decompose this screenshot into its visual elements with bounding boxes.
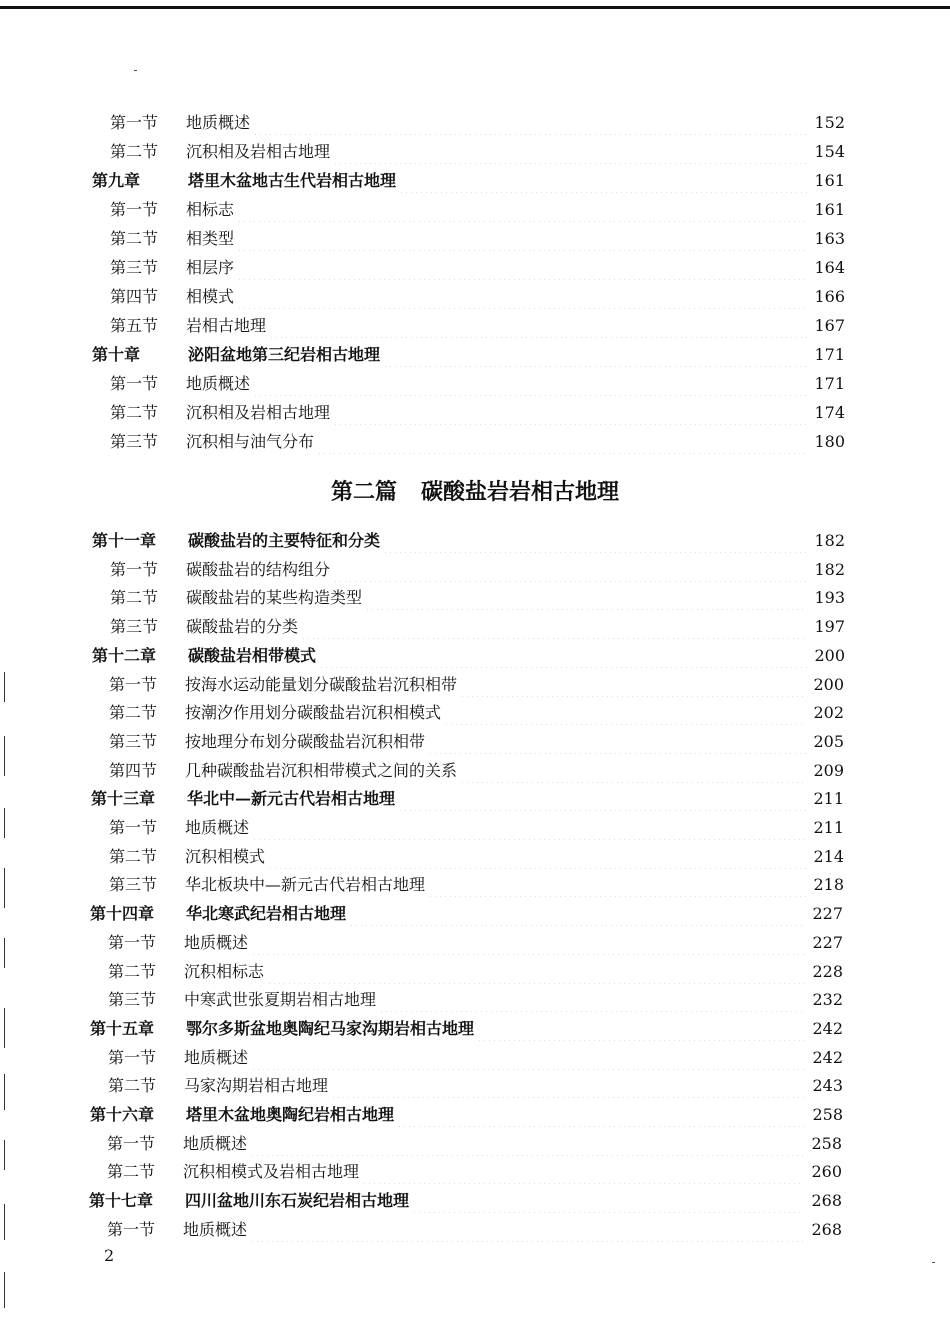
- toc-entry-title: 四川盆地川东石炭纪岩相古地理: [185, 1191, 410, 1210]
- toc-entry-label: 第十三章: [91, 789, 156, 808]
- toc-dot-leader: [251, 1046, 805, 1070]
- toc-page-number: 171: [814, 345, 845, 364]
- toc-entry-title: 沉积相模式: [185, 847, 266, 866]
- toc-dot-leader: [397, 1103, 805, 1127]
- toc-dot-leader: [237, 198, 807, 222]
- toc-entry-label: 第三节: [110, 258, 159, 277]
- toc-section-row: [0, 1132, 950, 1156]
- toc-entry-title: 地质概述: [184, 1048, 249, 1067]
- toc-page-number: 152: [814, 113, 845, 132]
- toc-entry-label: 第三节: [110, 617, 159, 636]
- toc-entry-title: 碳酸盐岩的主要特征和分类: [188, 531, 381, 550]
- toc-section-row: [0, 816, 950, 840]
- toc-section-row: [0, 960, 950, 984]
- toc-dot-leader: [301, 615, 807, 639]
- toc-page-number: 182: [814, 531, 845, 550]
- toc-entry-label: 第二节: [110, 588, 159, 607]
- toc-page-number: 174: [814, 403, 845, 422]
- toc-entry-title: 沉积相与油气分布: [186, 432, 315, 451]
- toc-entry-title: 按海水运动能量划分碳酸盐岩沉积相带: [185, 675, 458, 694]
- toc-page-number: 202: [813, 703, 844, 722]
- toc-dot-leader: [253, 111, 807, 135]
- toc-page-number: 163: [814, 229, 845, 248]
- toc-entry-label: 第十章: [92, 345, 141, 364]
- toc-dot-leader: [317, 430, 807, 454]
- scan-mark: [4, 938, 5, 968]
- toc-dot-leader: [362, 1160, 804, 1184]
- toc-section-row: [0, 111, 950, 135]
- toc-section-row: [0, 1046, 950, 1070]
- toc-dot-leader: [428, 730, 806, 754]
- toc-section-row: [0, 256, 950, 280]
- toc-entry-label: 第三节: [110, 432, 159, 451]
- toc-chapter-row: [0, 1189, 950, 1213]
- toc-entry-label: 第一节: [110, 560, 159, 579]
- toc-chapter-row: [0, 529, 950, 553]
- toc-entry-label: 第十六章: [90, 1105, 155, 1124]
- toc-page-number: 209: [813, 761, 844, 780]
- toc-page-number: 260: [811, 1162, 842, 1181]
- toc-dot-leader: [428, 873, 806, 897]
- toc-dot-leader: [333, 140, 807, 164]
- toc-entry-title: 碳酸盐岩的结构组分: [186, 560, 331, 579]
- toc-section-row: [0, 372, 950, 396]
- toc-entry-title: 地质概述: [185, 818, 250, 837]
- toc-entry-title: 华北中—新元古代岩相古地理: [187, 789, 396, 808]
- toc-entry-label: 第十五章: [90, 1019, 155, 1038]
- toc-chapter-row: [0, 343, 950, 367]
- toc-section-row: [0, 586, 950, 610]
- toc-entry-label: 第二节: [110, 229, 159, 248]
- scan-mark: [4, 1204, 5, 1240]
- toc-section-row: [0, 314, 950, 338]
- toc-entry-label: 第三节: [109, 875, 158, 894]
- toc-dot-leader: [444, 701, 806, 725]
- toc-entry-label: 第五节: [110, 316, 159, 335]
- toc-page-number: 161: [814, 171, 845, 190]
- toc-section-row: [0, 430, 950, 454]
- toc-entry-title: 沉积相标志: [184, 962, 265, 981]
- toc-entry-label: 第四节: [109, 761, 158, 780]
- scan-mark: [4, 672, 5, 702]
- toc-entry-label: 第一节: [107, 1220, 156, 1239]
- toc-entry-title: 泌阳盆地第三纪岩相古地理: [188, 345, 381, 364]
- scan-speck: [134, 70, 137, 71]
- toc-chapter-row: [0, 1103, 950, 1127]
- toc-section-row: [0, 198, 950, 222]
- toc-page-number: 258: [812, 1105, 843, 1124]
- toc-dot-leader: [383, 529, 807, 553]
- toc-entry-title: 塔里木盆地奥陶纪岩相古地理: [186, 1105, 395, 1124]
- part-heading-title: 碳酸盐岩岩相古地理: [421, 480, 620, 505]
- toc-entry-title: 按潮汐作用划分碳酸盐岩沉积相模式: [185, 703, 442, 722]
- toc-section-row: [0, 1218, 950, 1242]
- toc-entry-label: 第二节: [109, 847, 158, 866]
- toc-page-number: 180: [814, 432, 845, 451]
- toc-dot-leader: [398, 787, 806, 811]
- toc-dot-leader: [269, 314, 807, 338]
- toc-entry-title: 地质概述: [183, 1134, 248, 1153]
- toc-section-row: [0, 558, 950, 582]
- toc-entry-title: 地质概述: [186, 374, 251, 393]
- toc-page-number: 218: [813, 875, 844, 894]
- toc-page-number: 200: [814, 646, 845, 665]
- toc-entry-label: 第一节: [108, 933, 157, 952]
- scan-mark: [4, 1272, 5, 1308]
- toc-dot-leader: [399, 169, 807, 193]
- toc-entry-label: 第一节: [108, 1048, 157, 1067]
- toc-entry-label: 第二节: [110, 142, 159, 161]
- toc-page-number: 211: [813, 789, 844, 808]
- toc-entry-title: 沉积相模式及岩相古地理: [183, 1162, 360, 1181]
- toc-page-number: 161: [814, 200, 845, 219]
- toc-section-row: [0, 701, 950, 725]
- toc-section-row: [0, 401, 950, 425]
- toc-dot-leader: [333, 558, 807, 582]
- toc-entry-title: 沉积相及岩相古地理: [186, 142, 331, 161]
- page-number: 2: [104, 1246, 115, 1265]
- toc-dot-leader: [460, 759, 806, 783]
- toc-entry-title: 沉积相及岩相古地理: [186, 403, 331, 422]
- toc-entry-title: 碳酸盐岩的分类: [186, 617, 299, 636]
- toc-dot-leader: [237, 285, 807, 309]
- toc-entry-label: 第十七章: [89, 1191, 154, 1210]
- toc-entry-label: 第十一章: [92, 531, 157, 550]
- toc-entry-label: 第一节: [110, 200, 159, 219]
- toc-section-row: [0, 873, 950, 897]
- toc-page-number: 268: [811, 1191, 842, 1210]
- toc-section-row: [0, 615, 950, 639]
- toc-dot-leader: [268, 845, 806, 869]
- toc-page-number: 258: [811, 1134, 842, 1153]
- toc-entry-label: 第二节: [108, 962, 157, 981]
- toc-entry-title: 华北寒武纪岩相古地理: [186, 904, 347, 923]
- toc-page-number: 200: [813, 675, 844, 694]
- toc-entry-title: 鄂尔多斯盆地奥陶纪马家沟期岩相古地理: [186, 1019, 475, 1038]
- toc-entry-title: 地质概述: [183, 1220, 248, 1239]
- toc-dot-leader: [349, 902, 805, 926]
- toc-page-number: 166: [814, 287, 845, 306]
- scan-mark: [4, 736, 5, 776]
- toc-page-number: 205: [813, 732, 844, 751]
- toc-page-number: 228: [812, 962, 843, 981]
- toc-dot-leader: [477, 1017, 805, 1041]
- toc-entry-label: 第二节: [107, 1162, 156, 1181]
- toc-dot-leader: [319, 644, 807, 668]
- toc-entry-title: 几种碳酸盐岩沉积相带模式之间的关系: [185, 761, 458, 780]
- toc-entry-title: 相层序: [186, 258, 235, 277]
- toc-section-row: [0, 673, 950, 697]
- part-heading-label: 第二篇: [330, 480, 397, 505]
- toc-dot-leader: [251, 931, 805, 955]
- toc-chapter-row: [0, 787, 950, 811]
- toc-chapter-row: [0, 1017, 950, 1041]
- toc-entry-label: 第二节: [109, 703, 158, 722]
- toc-page-number: 171: [814, 374, 845, 393]
- toc-dot-leader: [237, 227, 807, 251]
- scan-mark: [4, 808, 5, 838]
- toc-entry-label: 第二节: [110, 403, 159, 422]
- toc-entry-title: 相模式: [186, 287, 235, 306]
- toc-page-number: 232: [812, 990, 843, 1009]
- toc-dot-leader: [250, 1218, 804, 1242]
- toc-dot-leader: [267, 960, 805, 984]
- toc-page-number: 197: [814, 617, 845, 636]
- toc-entry-title: 马家沟期岩相古地理: [184, 1076, 329, 1095]
- toc-section-row: [0, 730, 950, 754]
- toc-entry-title: 地质概述: [184, 933, 249, 952]
- toc-entry-title: 碳酸盐岩的某些构造类型: [186, 588, 363, 607]
- toc-dot-leader: [365, 586, 807, 610]
- toc-page-number: 154: [814, 142, 845, 161]
- toc-entry-label: 第一节: [109, 818, 158, 837]
- toc-dot-leader: [460, 673, 806, 697]
- toc-page-number: 243: [812, 1076, 843, 1095]
- toc-page-number: 268: [811, 1220, 842, 1239]
- scan-mark: [4, 868, 5, 908]
- toc-dot-leader: [333, 401, 807, 425]
- toc-dot-leader: [412, 1189, 804, 1213]
- toc-section-row: [0, 845, 950, 869]
- toc-page-number: 227: [812, 933, 843, 952]
- toc-entry-label: 第三节: [108, 990, 157, 1009]
- toc-entry-title: 中寒武世张夏期岩相古地理: [184, 990, 377, 1009]
- toc-section-row: [0, 285, 950, 309]
- toc-page-number: 214: [813, 847, 844, 866]
- toc-page-number: 227: [812, 904, 843, 923]
- toc-page-number: 211: [813, 818, 844, 837]
- toc-entry-title: 华北板块中—新元古代岩相古地理: [185, 875, 426, 894]
- toc-section-row: [0, 1074, 950, 1098]
- toc-entry-title: 相标志: [186, 200, 235, 219]
- toc-section-row: [0, 759, 950, 783]
- toc-dot-leader: [383, 343, 807, 367]
- toc-entry-title: 塔里木盆地古生代岩相古地理: [188, 171, 397, 190]
- toc-entry-label: 第三节: [109, 732, 158, 751]
- toc-entry-title: 按地理分布划分碳酸盐岩沉积相带: [185, 732, 426, 751]
- toc-section-row: [0, 140, 950, 164]
- toc-entry-title: 碳酸盐岩相带模式: [188, 646, 317, 665]
- toc-dot-leader: [250, 1132, 804, 1156]
- scan-mark: [4, 1140, 5, 1170]
- scan-speck: [932, 1262, 935, 1263]
- toc-entry-label: 第一节: [110, 113, 159, 132]
- toc-dot-leader: [379, 988, 805, 1012]
- toc-entry-label: 第四节: [110, 287, 159, 306]
- toc-dot-leader: [253, 372, 807, 396]
- toc-page-number: 193: [814, 588, 845, 607]
- toc-entry-label: 第一节: [107, 1134, 156, 1153]
- toc-chapter-row: [0, 169, 950, 193]
- toc-chapter-row: [0, 902, 950, 926]
- toc-entry-label: 第二节: [108, 1076, 157, 1095]
- toc-entry-title: 地质概述: [186, 113, 251, 132]
- toc-entry-label: 第一节: [109, 675, 158, 694]
- toc-dot-leader: [331, 1074, 805, 1098]
- toc-dot-leader: [252, 816, 806, 840]
- toc-page-number: 182: [814, 560, 845, 579]
- toc-entry-label: 第九章: [92, 171, 141, 190]
- scan-mark: [4, 1008, 5, 1048]
- toc-section-row: [0, 227, 950, 251]
- toc-entry-label: 第一节: [110, 374, 159, 393]
- toc-section-row: [0, 931, 950, 955]
- toc-page-number: 242: [812, 1048, 843, 1067]
- toc-page-number: 167: [814, 316, 845, 335]
- top-border-rule: [0, 6, 950, 9]
- toc-dot-leader: [237, 256, 807, 280]
- part-heading: [0, 477, 950, 509]
- toc-entry-label: 第十二章: [92, 646, 157, 665]
- toc-entry-title: 相类型: [186, 229, 235, 248]
- toc-page-number: 242: [812, 1019, 843, 1038]
- toc-chapter-row: [0, 644, 950, 668]
- toc-section-row: [0, 988, 950, 1012]
- toc-page-number: 164: [814, 258, 845, 277]
- toc-entry-label: 第十四章: [90, 904, 155, 923]
- toc-entry-title: 岩相古地理: [186, 316, 267, 335]
- scan-mark: [4, 1074, 5, 1110]
- toc-section-row: [0, 1160, 950, 1184]
